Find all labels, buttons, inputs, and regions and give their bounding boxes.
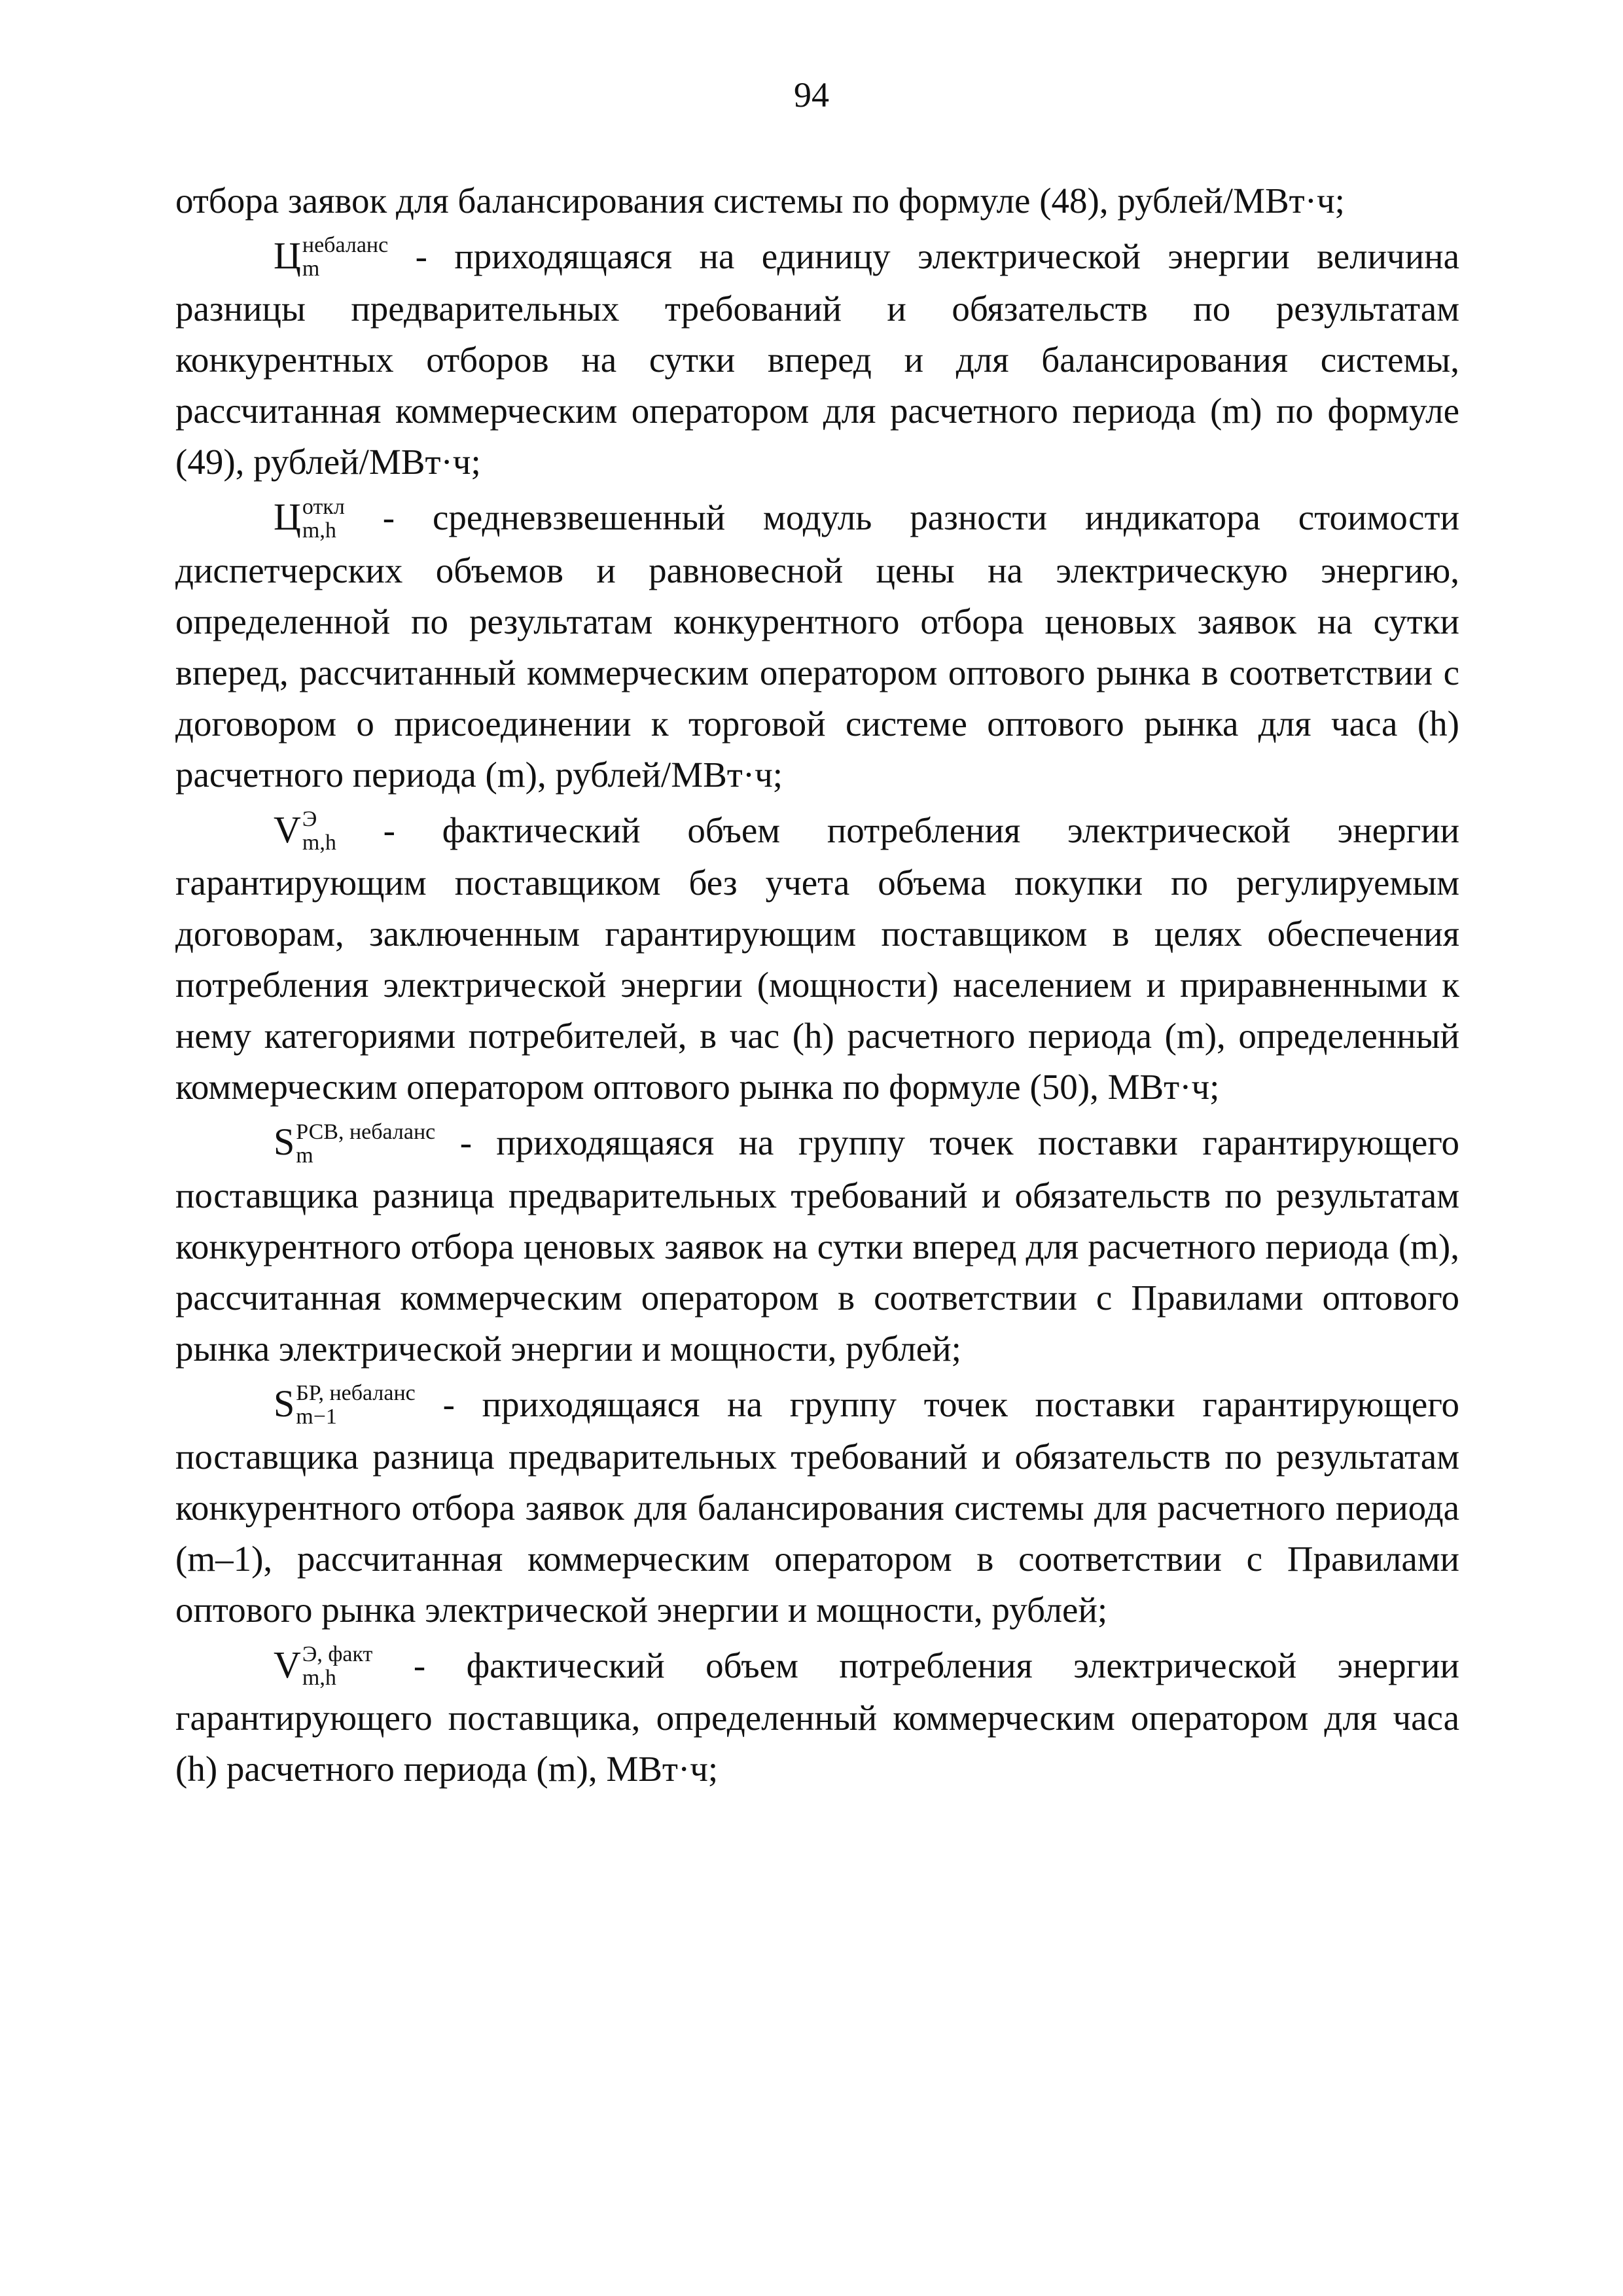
symbol-base: S bbox=[274, 1121, 295, 1164]
definition-paragraph bbox=[175, 1117, 1459, 1374]
symbol-base: S bbox=[274, 1382, 295, 1425]
symbol-superscript: откл bbox=[302, 494, 345, 519]
formula-symbol bbox=[274, 1640, 372, 1693]
definition-text: - средневзвешенный модуль разности индикатора стоимости диспетчерских объемов и равновесной цены на электрическую энергию, определенной по результатам конкурентного отбора ценовых заявок на сутки вперед, рассчитанный коммерческим оператором оптового рынка в соответствии с договором о присоединении к торговой системе оптового рынка для часа (h) расчетного периода (m), рублей/МВт·ч; bbox=[175, 497, 1460, 795]
symbol-superscript: РСВ, небаланс bbox=[296, 1119, 436, 1144]
symbol-superscript: Э, факт bbox=[302, 1642, 373, 1667]
symbol-subscript: m−1 bbox=[296, 1404, 337, 1429]
symbol-superscript: Э bbox=[302, 807, 317, 832]
symbol-base: V bbox=[274, 808, 301, 851]
symbol-subscript: m bbox=[296, 1143, 313, 1168]
symbol-base: V bbox=[274, 1643, 301, 1686]
document-body bbox=[175, 175, 1459, 1799]
page-number: 94 bbox=[794, 75, 829, 115]
symbol-subscript: m,h bbox=[302, 518, 336, 543]
definition-text: - приходящаяся на группу точек поставки гарантирующего поставщика разница предварительных требований и обязательств по результатам конкурентного отбора ценовых заявок на сутки вперед для расчетного периода (m), рассчитанная коммерческим оператором в соответствии с Правилами оптового рынка электрической энергии и мощности, рублей; bbox=[175, 1122, 1460, 1369]
symbol-subscript: m,h bbox=[302, 1666, 336, 1691]
symbol-superscript: небаланс bbox=[302, 233, 389, 258]
symbol-subscript: m,h bbox=[302, 831, 336, 855]
symbol-base: Ц bbox=[274, 495, 301, 539]
definition-text: - фактический объем потребления электрической энергии гарантирующего поставщика, определенный коммерческим оператором для часа (h) расчетного периода (m), МВт·ч; bbox=[175, 1645, 1459, 1789]
symbol-subscript: m bbox=[302, 257, 320, 281]
formula-symbol bbox=[274, 804, 336, 857]
paragraph-text: отбора заявок для балансирования системы по формуле (48), рублей/МВт·ч; bbox=[175, 181, 1345, 221]
formula-symbol bbox=[274, 492, 345, 545]
formula-symbol bbox=[274, 230, 388, 283]
definition-text: - фактический объем потребления электрической энергии гарантирующим поставщиком без учета объема покупки по регулируемым договорам, заключенным гарантирующим поставщиком в целях обеспечения потребления электрической энергии (мощности) населением и приравненными к нему категориями потребителей, в час (h) расчетного периода (m), определенный коммерческим оператором оптового рынка по формуле (50), МВт·ч; bbox=[175, 810, 1459, 1107]
symbol-superscript: БР, небаланс bbox=[296, 1380, 416, 1405]
definition-paragraph bbox=[175, 492, 1459, 800]
definition-paragraph bbox=[175, 1640, 1459, 1795]
definition-paragraph bbox=[175, 230, 1459, 488]
formula-symbol bbox=[274, 1117, 435, 1170]
definition-paragraph bbox=[175, 1378, 1459, 1636]
symbol-base: Ц bbox=[274, 234, 301, 277]
definition-text: - приходящаяся на единицу электрической энергии величина разницы предварительных требований и обязательств по результатам конкурентных отборов на сутки вперед и для балансирования системы, рассчитанная коммерческим оператором для расчетного периода (m) по формуле (49), рублей/МВт·ч; bbox=[175, 236, 1460, 482]
paragraph-continuation bbox=[175, 175, 1459, 226]
definition-text: - приходящаяся на группу точек поставки гарантирующего поставщика разница предварительных требований и обязательств по результатам конкурентного отбора заявок для балансирования системы для расчетного периода (m–1), рассчитанная коммерческим оператором в соответствии с Правилами оптового рынка электрической энергии и мощности, рублей; bbox=[175, 1384, 1460, 1630]
definition-paragraph bbox=[175, 804, 1459, 1113]
formula-symbol bbox=[274, 1378, 416, 1431]
